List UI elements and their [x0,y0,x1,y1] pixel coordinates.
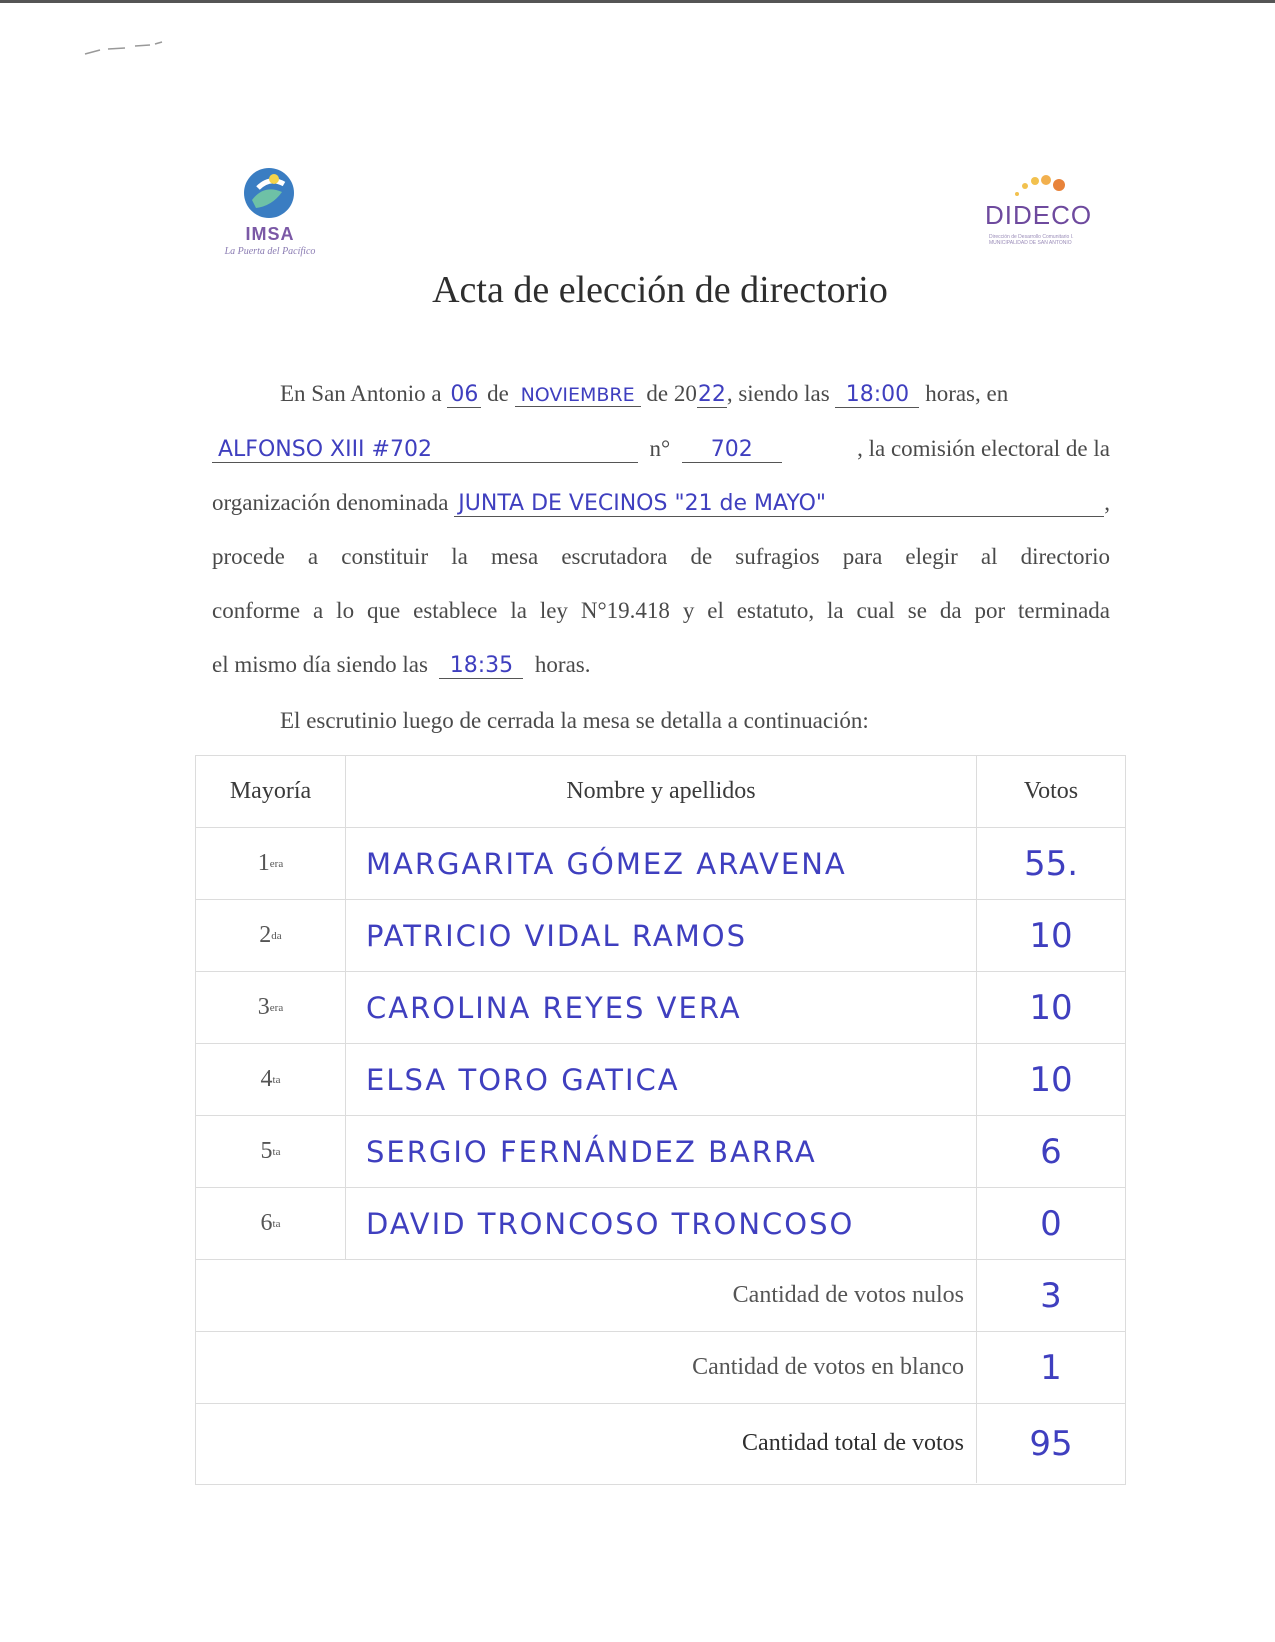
blank-votes-value: 1 [1040,1347,1062,1388]
text-horas: horas. [534,652,591,677]
candidate-votes: 10 [1029,987,1073,1028]
candidate-votes: 55. [1023,843,1079,884]
candidate-name: ELSA TORO GATICA [346,1044,977,1115]
blank-votes-label: Cantidad de votos en blanco [196,1332,977,1403]
intro-line-7: El escrutinio luego de cerrada la mesa se detalla a continuación: [280,708,869,733]
candidate-votes: 10 [1029,1059,1073,1100]
dideco-dots-icon [1013,172,1073,200]
intro-line-2 [212,436,1110,463]
dideco-logo-subtitle: Dirección de Desarrollo Comunitario I. MUNICIPALIDAD DE SAN ANTONIO [989,234,1074,246]
candidate-votes: 6 [1040,1131,1062,1172]
dideco-logo-name: DIDECO [985,200,1093,230]
day-field: 06 [447,382,481,408]
table-header-row [196,756,1125,828]
candidate-name: PATRICIO VIDAL RAMOS [346,900,977,971]
text-comma: , [1104,490,1110,515]
imsa-logo-motto: La Puerta del Pacífico [224,246,316,257]
intro-line-4: procede a constituir la mesa escrutadora de sufragios para elegir al directorio [212,544,1110,569]
total-votes-value: 95 [1029,1423,1073,1464]
text-comision: , la comisión electoral de la [857,436,1110,461]
results-table [195,755,1126,1485]
blank-votes-row [196,1332,1125,1404]
number-field: 702 [682,437,782,463]
end-time-field: 18:35 [439,653,523,679]
null-votes-label: Cantidad de votos nulos [196,1260,977,1331]
scan-smudge [80,36,170,60]
intro-line-1 [280,381,1110,408]
header-votos: Votos [1023,778,1079,804]
candidate-name: MARGARITA GÓMEZ ARAVENA [346,828,977,899]
rank-cell: 1 era [196,828,346,899]
table-row [196,972,1125,1044]
candidate-name: CAROLINA REYES VERA [346,972,977,1043]
table-row [196,1116,1125,1188]
candidate-name: SERGIO FERNÁNDEZ BARRA [346,1116,977,1187]
table-row [196,828,1125,900]
text-n: n° [649,436,671,461]
header-nombre: Nombre y apellidos [346,756,977,827]
scan-top-edge [0,0,1275,3]
text-siendo-las: , siendo las [726,381,830,406]
intro-line-5: conforme a lo que establece la ley N°19.418 y el estatuto, la cual se da por terminada [212,598,1110,623]
text-de-20: de 20 [646,381,697,406]
month-field: NOVIEMBRE [515,384,641,407]
page-title: Acta de elección de directorio [432,269,888,311]
null-votes-row [196,1260,1125,1332]
intro-line-6 [212,652,1110,679]
year-field: 22 [697,382,726,407]
candidate-name: DAVID TRONCOSO TRONCOSO [346,1188,977,1259]
text-organizacion: organización denominada [212,490,449,515]
null-votes-value: 3 [1040,1275,1062,1316]
rank-cell: 6 ta [196,1188,346,1259]
rank-cell: 5 ta [196,1116,346,1187]
text-horas-en: horas, en [925,381,1009,406]
rank-cell: 2 da [196,900,346,971]
text-en-san-antonio: En San Antonio a [280,381,442,406]
start-time-field: 18:00 [835,382,919,408]
table-row [196,1044,1125,1116]
rank-cell: 3 era [196,972,346,1043]
imsa-logo [214,160,326,260]
rank-cell: 4 ta [196,1044,346,1115]
candidate-votes: 0 [1040,1203,1062,1244]
candidate-votes: 10 [1029,915,1073,956]
text-de-1: de [487,381,509,406]
text-el-mismo-dia: el mismo día siendo las [212,652,428,677]
intro-line-3 [212,490,1110,517]
dideco-logo [985,172,1105,252]
table-row [196,1188,1125,1260]
imsa-logo-name: IMSA [245,224,295,244]
header-mayoria: Mayoría [196,756,346,827]
imsa-emblem-icon [242,166,296,220]
total-votes-label: Cantidad total de votos [196,1404,977,1483]
organization-field: JUNTA DE VECINOS "21 de MAYO" [454,491,1104,517]
address-field: ALFONSO XIII #702 [212,437,638,463]
table-row [196,900,1125,972]
total-votes-row [196,1404,1125,1483]
